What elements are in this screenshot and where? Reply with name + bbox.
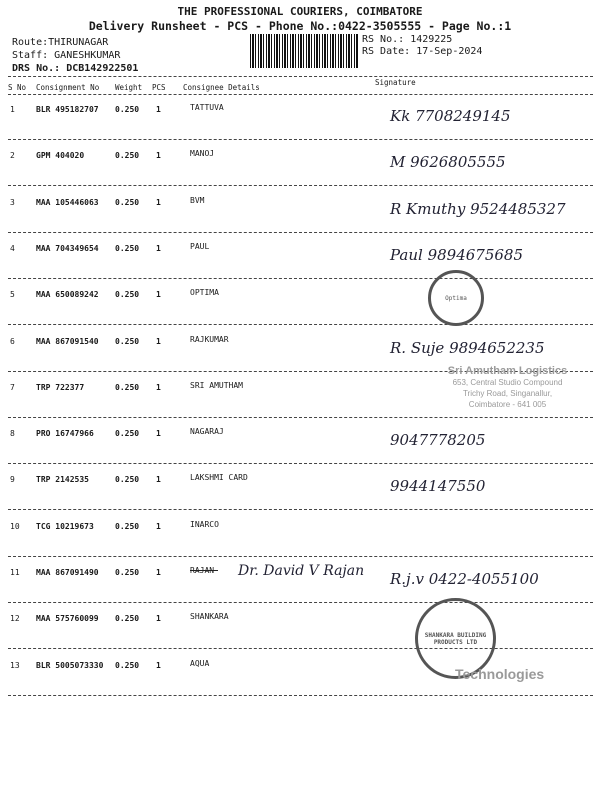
row-sno: 6 [10,337,15,346]
row-divider [8,185,593,186]
row-pcs: 1 [156,614,161,623]
row-consignee: OPTIMA [190,288,219,297]
col-consignee: Consignee Details [183,83,260,92]
row-divider [8,278,593,279]
route-label: Route: [12,37,49,48]
stamp-aqua: Technologies [455,666,545,682]
row-weight: 0.250 [115,614,140,623]
route-line [12,37,108,48]
row-sno: 7 [10,383,15,392]
row-pcs: 1 [156,429,161,438]
row-consignee: MANOJ [190,149,215,158]
row-sno: 3 [10,198,15,207]
row-divider [8,139,593,140]
rs-no-line [362,34,452,45]
drs-value: DCB142922501 [66,63,139,74]
rs-no-value: 1429225 [410,34,453,45]
company-title: THE PROFESSIONAL COURIERS, COIMBATORE [177,5,423,18]
row-consignment-no: MAA 867091540 [36,337,99,346]
row-consignment-no: GPM 404020 [36,151,85,160]
staff-value: GANESHKUMAR [54,50,121,61]
row-consignment-no: MAA 105446063 [36,198,99,207]
annotation-consignee-row11: Dr. David V Rajan [238,563,365,579]
stamp-optima [428,270,484,326]
stamp-sri-amutham [420,366,595,410]
row-consignment-no: TCG 10219673 [36,522,94,531]
row-consignee: SHANKARA [190,612,229,621]
row-pcs: 1 [156,475,161,484]
row-signature: Kk 7708249145 [390,107,511,125]
row-consignee: RAJKUMAR [190,335,229,344]
stamp-line: 653, Central Studio Compound [452,378,563,387]
row-sno: 4 [10,244,15,253]
row-sno: 2 [10,151,15,160]
row-sno: 5 [10,290,15,299]
row-consignee: RAJAN [190,566,215,575]
row-consignee: AQUA [190,659,210,668]
row-signature: 9047778205 [390,431,486,449]
stamp-shankara-text: SHANKARA BUILDING PRODUCTS LTD [424,631,487,646]
row-sno: 8 [10,429,15,438]
row-consignee: PAUL [190,242,210,251]
col-sno: S No [8,83,27,92]
row-sno: 9 [10,475,15,484]
row-weight: 0.250 [115,290,140,299]
col-weight: Weight [115,83,143,92]
stamp-line: Coimbatore - 641 005 [468,400,547,409]
row-consignment-no: BLR 5005073330 [36,661,104,670]
row-signature: R. Suje 9894652235 [390,339,545,357]
row-sno: 10 [10,522,20,531]
drs-line [12,63,138,74]
header-bottom-rule [8,94,593,95]
staff-line [12,50,120,61]
row-pcs: 1 [156,337,161,346]
row-weight: 0.250 [115,383,140,392]
row-divider [8,509,593,510]
row-pcs: 1 [156,522,161,531]
row-consignee: BVM [190,196,205,205]
row-pcs: 1 [156,661,161,670]
row-sno: 13 [10,661,20,670]
row-consignee: SRI AMUTHAM [190,381,243,390]
runsheet-subtitle: Delivery Runsheet - PCS - Phone No.:0422-3505555 - Page No.:1 [88,19,512,33]
rs-date-label: RS Date: [362,46,411,57]
row-weight: 0.250 [115,661,140,670]
row-signature: Paul 9894675685 [390,246,524,264]
row-consignment-no: PRO 16747966 [36,429,94,438]
row-consignment-no: TRP 722377 [36,383,85,392]
row-consignment-no: TRP 2142535 [36,475,89,484]
row-consignee: TATTUVA [190,103,224,112]
row-sno: 1 [10,105,15,114]
row-weight: 0.250 [115,475,140,484]
row-weight: 0.250 [115,429,140,438]
row-pcs: 1 [156,198,161,207]
row-pcs: 1 [156,244,161,253]
row-weight: 0.250 [115,337,140,346]
row-signature: M 9626805555 [390,153,506,171]
row-weight: 0.250 [115,568,140,577]
col-signature: Signature [375,78,416,87]
row-consignment-no: MAA 867091490 [36,568,99,577]
route-value: THIRUNAGAR [48,37,109,48]
row-pcs: 1 [156,568,161,577]
row-pcs: 1 [156,151,161,160]
row-consignee: NAGARAJ [190,427,224,436]
row-divider [8,463,593,464]
row-weight: 0.250 [115,105,140,114]
row-divider [8,324,593,325]
row-signature: R.j.v 0422-4055100 [390,570,539,588]
row-weight: 0.250 [115,151,140,160]
col-consignment: Consignment No [36,83,100,92]
rs-date-value: 17-Sep-2024 [416,46,483,57]
row-pcs: 1 [156,290,161,299]
row-consignee: INARCO [190,520,219,529]
row-consignment-no: MAA 575760099 [36,614,99,623]
row-signature: 9944147550 [390,477,486,495]
barcode [250,34,358,68]
row-consignee: LAKSHMI CARD [190,473,248,482]
rs-no-label: RS No.: [362,34,405,45]
row-sno: 12 [10,614,20,623]
rs-date-line [362,46,482,57]
row-divider [8,602,593,603]
row-divider [8,556,593,557]
row-signature: R Kmuthy 9524485327 [390,200,566,218]
row-weight: 0.250 [115,198,140,207]
stamp-optima-text: Optima [445,294,467,302]
stamp-line: Sri Amutham Logistics [447,365,568,377]
row-weight: 0.250 [115,244,140,253]
row-consignment-no: MAA 704349654 [36,244,99,253]
col-pcs: PCS [152,83,166,92]
row-sno: 11 [10,568,20,577]
row-divider [8,695,593,696]
row-pcs: 1 [156,383,161,392]
row-weight: 0.250 [115,522,140,531]
row-divider [8,232,593,233]
row-consignment-no: MAA 650089242 [36,290,99,299]
drs-label: DRS No.: [12,63,61,74]
header-top-rule [8,76,593,77]
row-pcs: 1 [156,105,161,114]
staff-label: Staff: [12,50,49,61]
row-consignment-no: BLR 495182707 [36,105,99,114]
row-divider [8,648,593,649]
stamp-line: Trichy Road, Singanallur, [462,389,553,398]
row-divider [8,417,593,418]
strike-rajan [190,570,218,571]
